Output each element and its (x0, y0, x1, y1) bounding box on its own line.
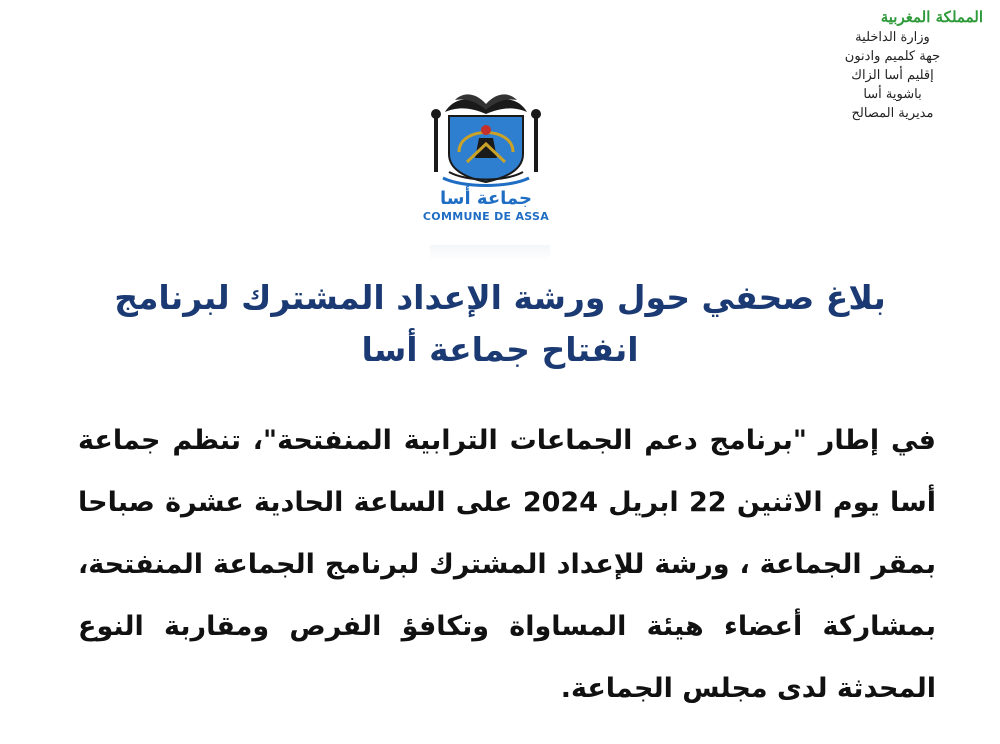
header-line-province: إقليم أسا الزاك (851, 68, 934, 83)
title-line-1: بلاغ صحفي حول ورشة الإعداد المشترك لبرنامج (114, 278, 886, 317)
logo-caption-arabic: جماعة أسا (440, 188, 532, 209)
press-release-title (60, 272, 940, 376)
kingdom-name: المملكة المغربية (880, 8, 983, 26)
press-release-body: في إطار "برنامج دعم الجماعات الترابية المنفتحة"، تنظم جماعة أسا يوم الاثنين 22 ابريل 2024 على الساعة الحادية عشرة صباحا بمقر الجماعة ، ورشة للإعداد المشترك لبرنامج الجماعة المنفتحة، بمشاركة أعضاء هيئة المساواة وتكافؤ الفرص ومقاربة النوع المحدثة لدى مجلس الجماعة. (78, 425, 936, 704)
header-line-directorate: مديرية المصالح (851, 106, 934, 121)
header-line-pashalik: باشوية أسا (863, 87, 922, 102)
logo-reflection (430, 245, 550, 261)
administrative-header (800, 6, 985, 123)
title-line-2: انفتاح جماعة أسا (361, 330, 639, 369)
header-line-region: جهة كلميم وادنون (844, 49, 941, 64)
header-line-ministry: وزارة الداخلية (855, 30, 930, 45)
commune-logo (397, 92, 575, 228)
logo-caption-french: COMMUNE DE ASSA (422, 210, 550, 223)
commune-emblem-icon (397, 92, 575, 192)
